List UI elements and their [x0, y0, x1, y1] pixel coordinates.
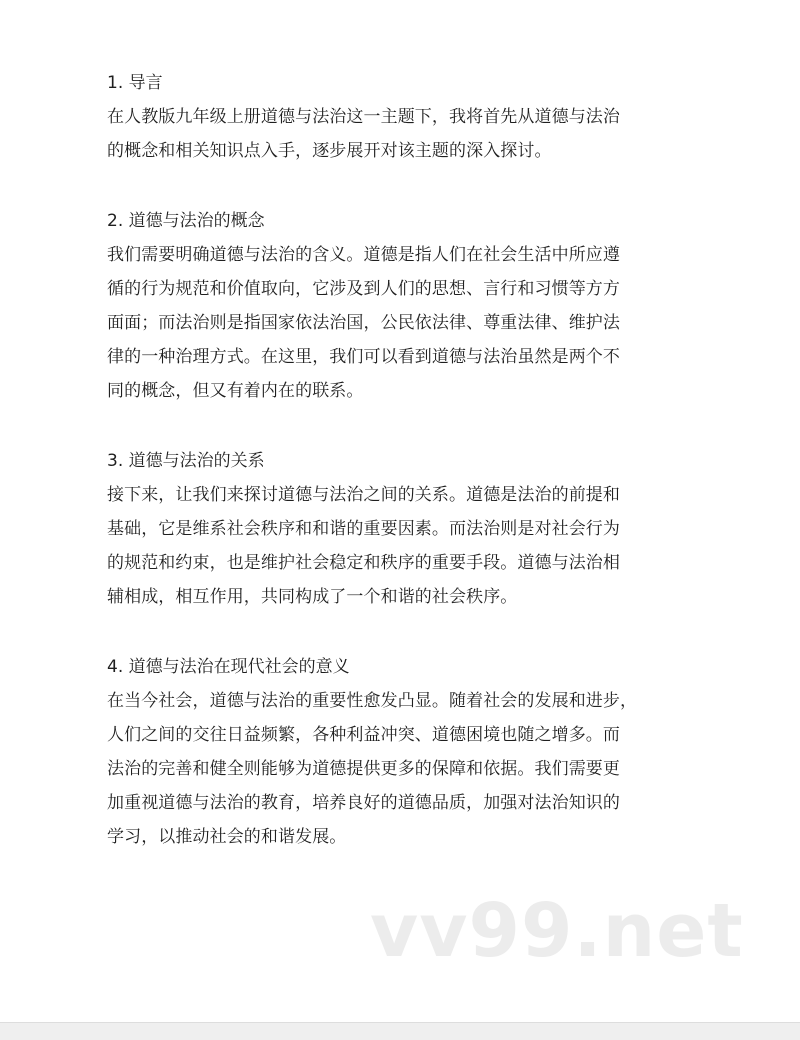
section-heading: 4. 道德与法治在现代社会的意义	[107, 657, 350, 677]
paragraph-line: 的概念和相关知识点入手，逐步展开对该主题的深入探讨。	[107, 141, 552, 161]
section-relationship	[107, 444, 707, 614]
paragraph-line: 我们需要明确道德与法治的含义。道德是指人们在社会生活中所应遵	[107, 245, 620, 265]
paragraph-line: 法治的完善和健全则能够为道德提供更多的保障和依据。我们需要更	[107, 759, 620, 779]
page-bottom-strip	[0, 1022, 800, 1040]
section-heading: 1. 导言	[107, 73, 163, 93]
paragraph-line: 基础，它是维系社会秩序和和谐的重要因素。而法治则是对社会行为	[107, 519, 620, 539]
paragraph-line: 学习，以推动社会的和谐发展。	[107, 827, 347, 847]
paragraph-line: 加重视道德与法治的教育，培养良好的道德品质，加强对法治知识的	[107, 793, 620, 813]
watermark: vv99.net	[370, 888, 744, 974]
paragraph-line: 面面；而法治则是指国家依法治国，公民依法律、尊重法律、维护法	[107, 313, 620, 333]
paragraph-line: 循的行为规范和价值取向，它涉及到人们的思想、言行和习惯等方方	[107, 279, 620, 299]
paragraph-line: 在人教版九年级上册道德与法治这一主题下，我将首先从道德与法治	[107, 107, 620, 127]
document-body	[107, 66, 707, 890]
section-introduction	[107, 66, 707, 168]
paragraph-line: 人们之间的交往日益频繁，各种利益冲突、道德困境也随之增多。而	[107, 725, 620, 745]
paragraph-line: 辅相成，相互作用，共同构成了一个和谐的社会秩序。	[107, 587, 518, 607]
paragraph-line: 律的一种治理方式。在这里，我们可以看到道德与法治虽然是两个不	[107, 347, 620, 367]
section-heading: 2. 道德与法治的概念	[107, 211, 265, 231]
paragraph-line: 同的概念，但又有着内在的联系。	[107, 381, 364, 401]
section-concept	[107, 204, 707, 408]
section-heading: 3. 道德与法治的关系	[107, 451, 265, 471]
paragraph-line: 在当今社会，道德与法治的重要性愈发凸显。随着社会的发展和进步，	[107, 691, 638, 711]
section-significance	[107, 650, 707, 854]
paragraph-line: 接下来，让我们来探讨道德与法治之间的关系。道德是法治的前提和	[107, 485, 620, 505]
paragraph-line: 的规范和约束，也是维护社会稳定和秩序的重要手段。道德与法治相	[107, 553, 620, 573]
